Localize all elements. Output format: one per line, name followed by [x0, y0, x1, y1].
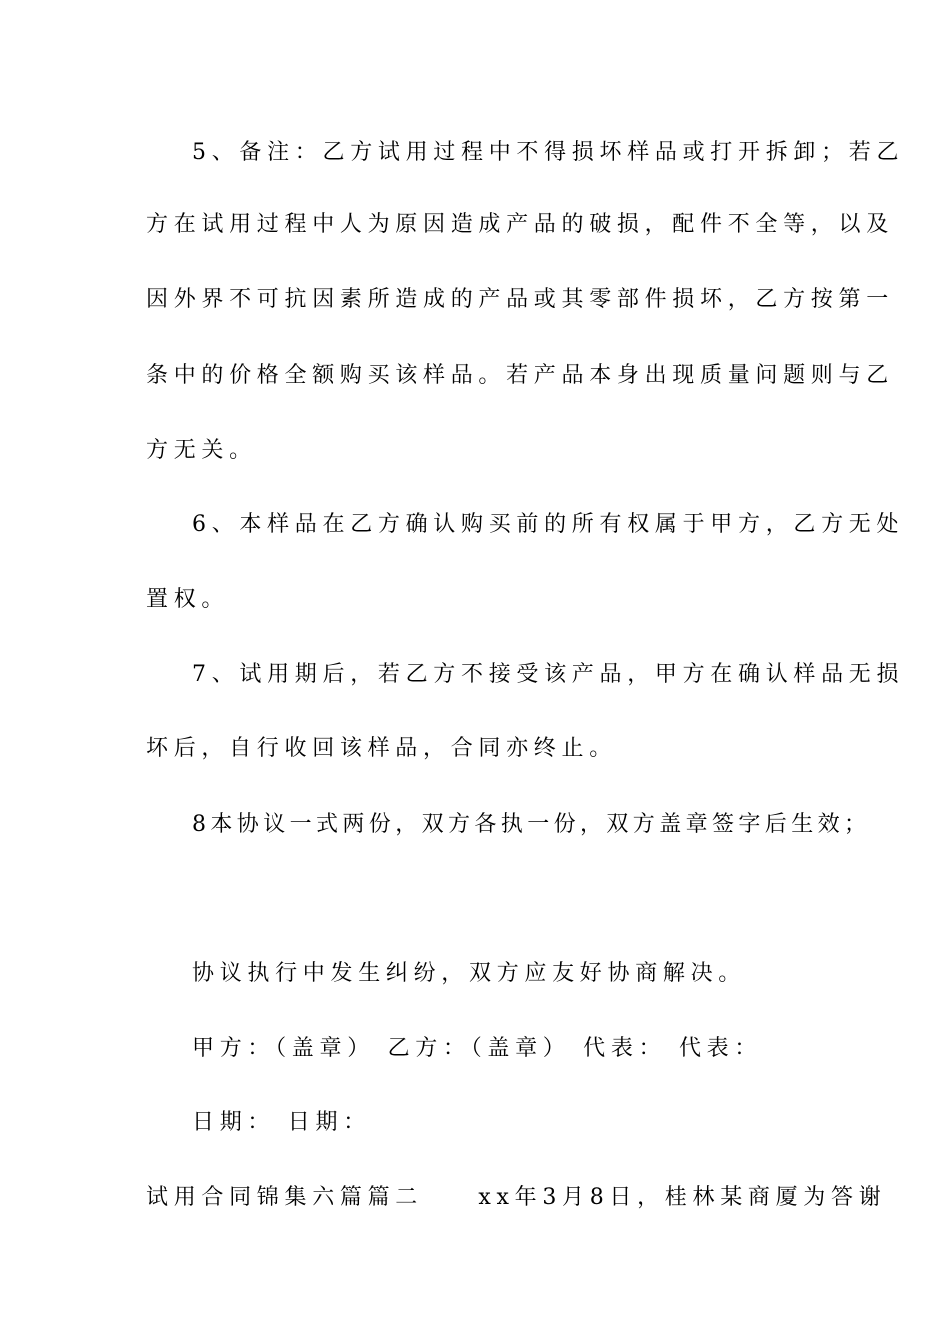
paragraph-7-line-2: 坏后，自行收回该样品，合同亦终止。	[146, 736, 617, 761]
date-line: 日期： 日期：	[192, 1110, 371, 1135]
paragraph-5-line-4: 条中的价格全额购买该样品。若产品本身出现质量问题则与乙	[146, 363, 894, 388]
paragraph-5-line-1: 5、备注：乙方试用过程中不得损坏样品或打开拆卸；若乙	[192, 140, 905, 165]
signature-line: 甲方：（盖章） 乙方：（盖章） 代表： 代表：	[192, 1036, 763, 1061]
paragraph-7-line-1: 7、试用期后，若乙方不接受该产品，甲方在确认样品无损	[192, 662, 905, 687]
paragraph-5-line-2: 方在试用过程中人为原因造成产品的破损，配件不全等，以及	[146, 212, 894, 237]
paragraph-5-line-3: 因外界不可抗因素所造成的产品或其零部件损坏，乙方按第一	[146, 287, 894, 312]
paragraph-6-line-2: 置权。	[146, 587, 230, 612]
paragraph-5-line-5: 方无关。	[146, 438, 257, 463]
paragraph-8-line-1: 8本协议一式两份，双方各执一份，双方盖章签字后生效；	[192, 812, 871, 837]
paragraph-6-line-1: 6、本样品在乙方确认购买前的所有权属于甲方，乙方无处	[192, 512, 905, 537]
dispute-clause: 协议执行中发生纠纷，双方应友好协商解决。	[192, 961, 747, 986]
next-article-heading-line: 试用合同锦集六篇篇二 xx年3月8日，桂林某商厦为答谢	[146, 1185, 887, 1210]
